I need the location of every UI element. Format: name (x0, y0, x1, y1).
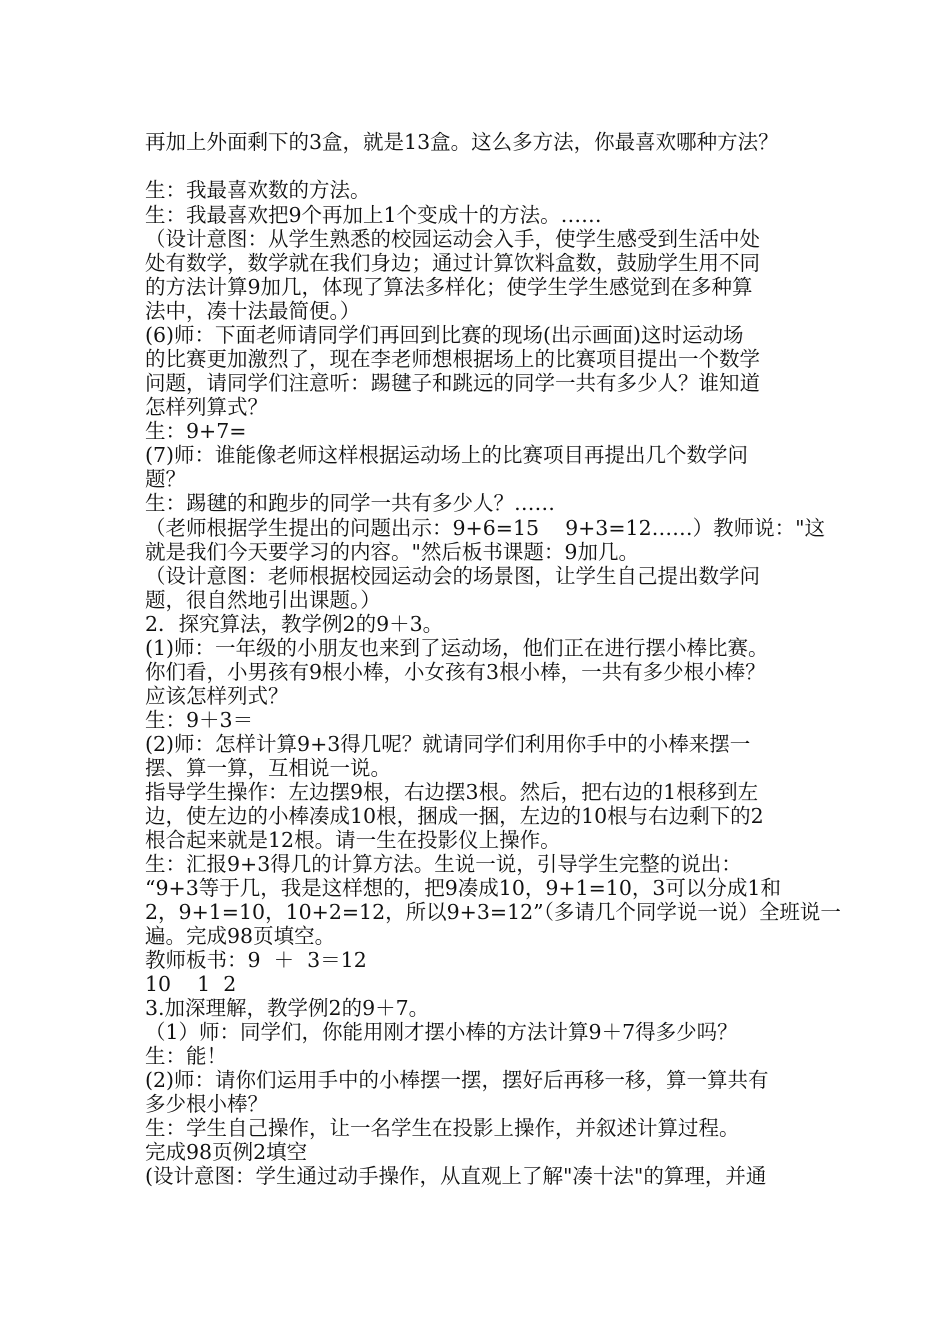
text-line: 遍。完成98页填空。 (145, 924, 336, 948)
text-line: 完成98页例2填空 (145, 1140, 308, 1164)
text-line: 摆、算一算，互相说一说。 (145, 756, 391, 780)
text-line: 10 1 2 (145, 972, 237, 996)
text-line: 生：9+7= (145, 419, 247, 443)
text-line: (6)师：下面老师请同学们再回到比赛的现场(出示画面)这时运动场 (145, 323, 744, 347)
text-line: 根合起来就是12根。请一生在投影仪上操作。 (145, 828, 561, 852)
text-line: 生：我最喜欢数的方法。 (145, 178, 371, 202)
text-line: 生：我最喜欢把9个再加上1个变成十的方法。…… (145, 203, 602, 227)
text-line: 边，使左边的小棒凑成10根，捆成一捆，左边的10根与右边剩下的2 (145, 804, 764, 828)
text-line: (2)师：请你们运用手中的小棒摆一摆，摆好后再移一移，算一算共有 (145, 1068, 769, 1092)
text-line: (2)师：怎样计算9+3得几呢？就请同学们利用你手中的小棒来摆一 (145, 732, 751, 756)
text-line: 生：能！ (145, 1044, 227, 1068)
text-line: “9+3等于几，我是这样想的，把9凑成10，9+1=10，3可以分成1和 (145, 876, 781, 900)
text-line: 2，9+1=10，10+2=12，所以9+3=12”（多请几个同学说一说）全班说一 (145, 900, 841, 924)
text-line: 处有数学，数学就在我们身边；通过计算饮料盒数，鼓励学生用不同 (145, 251, 760, 275)
text-line: 的方法计算9加几，体现了算法多样化；使学生学生感觉到在多种算 (145, 275, 753, 299)
text-line: 生：踢毽的和跑步的同学一共有多少人？…… (145, 491, 555, 515)
text-line: (1)师：一年级的小朋友也来到了运动场，他们正在进行摆小棒比赛。 (145, 636, 769, 660)
text-line: 教师板书：9 ＋ 3＝12 (145, 948, 367, 972)
text-line: 你们看，小男孩有9根小棒，小女孩有3根小棒，一共有多少根小棒？ (145, 660, 766, 684)
text-line: 就是我们今天要学习的内容。"然后板书课题：9加几。 (145, 540, 639, 564)
text-line: 指导学生操作：左边摆9根，右边摆3根。然后，把右边的1根移到左 (145, 780, 759, 804)
text-line: 怎样列算式？ (145, 395, 268, 419)
text-line: (设计意图：学生通过动手操作，从直观上了解"凑十法"的算理，并通 (145, 1164, 767, 1188)
text-line: （设计意图：老师根据校园运动会的场景图，让学生自己提出数学问 (145, 564, 760, 588)
text-line: 2．探究算法，教学例2的9＋3。 (145, 612, 444, 636)
text-line: 应该怎样列式？ (145, 684, 289, 708)
text-line: 题？ (145, 467, 186, 491)
text-line: 生：学生自己操作，让一名学生在投影上操作，并叙述计算过程。 (145, 1116, 740, 1140)
text-line: 3.加深理解，教学例2的9＋7。 (145, 996, 430, 1020)
text-line: （设计意图：从学生熟悉的校园运动会入手，使学生感受到生活中处 (145, 227, 760, 251)
text-line: 题，很自然地引出课题。） (145, 588, 381, 612)
text-line: 再加上外面剩下的3盒，就是13盒。这么多方法，你最喜欢哪种方法？ (145, 130, 779, 154)
text-line: 的比赛更加激烈了，现在李老师想根据场上的比赛项目提出一个数学 (145, 347, 760, 371)
text-line: 多少根小棒？ (145, 1092, 268, 1116)
text-line: 生：9＋3＝ (145, 708, 254, 732)
text-line: 问题，请同学们注意听：踢毽子和跳远的同学一共有多少人？谁知道 (145, 371, 760, 395)
text-line: 生：汇报9+3得几的计算方法。生说一说，引导学生完整的说出： (145, 852, 742, 876)
text-line: （1）师：同学们，你能用刚才摆小棒的方法计算9＋7得多少吗？ (145, 1020, 738, 1044)
text-line: 法中，凑十法最简便。） (145, 299, 361, 323)
text-line: (7)师：谁能像老师这样根据运动场上的比赛项目再提出几个数学问 (145, 443, 749, 467)
text-line: （老师根据学生提出的问题出示：9+6=15 9+3=12……）教师说："这 (145, 516, 826, 540)
